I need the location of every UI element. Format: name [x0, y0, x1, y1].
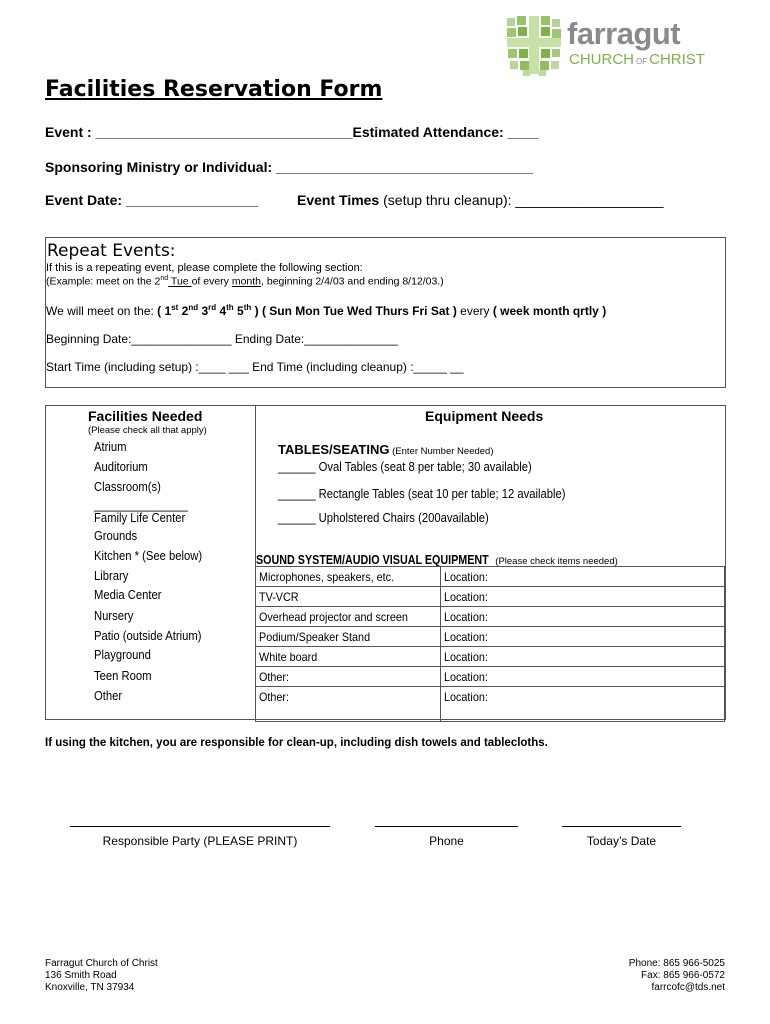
sound-item-label: Overhead projector and screen [259, 609, 408, 624]
kitchen-note: If using the kitchen, you are responsible for clean-up, including dish towels and tablecloths. [45, 737, 548, 749]
sound-item-label: Podium/Speaker Stand [259, 629, 371, 644]
ord-open: ( 1 [157, 304, 172, 318]
table-row [256, 607, 725, 627]
ord-5: th [243, 303, 252, 312]
sound-item-label: Other: [259, 669, 290, 684]
footer-fax: Fax: 865 966-0572 [641, 970, 725, 981]
sound-item-label: TV-VCR [259, 589, 299, 604]
logo-name: farragut [567, 16, 681, 51]
sound-item-label: White board [259, 649, 318, 664]
repeat-example [46, 275, 444, 288]
signature-label-phone: Phone [429, 834, 464, 848]
sound-item[interactable] [256, 687, 441, 722]
table-row [256, 567, 725, 587]
sound-item[interactable] [256, 647, 441, 667]
facility-item-blank[interactable]: _______________ [94, 498, 188, 512]
sound-location-label: Location: [444, 629, 488, 644]
facility-item[interactable]: Other [94, 689, 123, 703]
sound-item[interactable] [256, 627, 441, 647]
facility-item[interactable]: Nursery [94, 609, 134, 623]
sound-item-label: Other: [259, 690, 290, 704]
footer-contact [629, 958, 725, 994]
example-sup: nd [160, 275, 169, 282]
signature-line-date[interactable] [562, 826, 681, 827]
footer-city: Knoxville, TN 37934 [45, 982, 135, 993]
every-word: every [456, 304, 493, 318]
facility-item[interactable]: Grounds [94, 529, 138, 543]
ord-3n: 3 [198, 304, 209, 318]
tables-heading: TABLES/SEATING [278, 442, 390, 457]
ord-2: nd [188, 303, 199, 312]
facility-item[interactable]: Kitchen * (See below) [94, 549, 203, 563]
example-prefix: (Example: meet on the 2 [46, 275, 161, 288]
signature-line-party[interactable] [70, 826, 330, 827]
example-mid: of every [191, 275, 232, 288]
church-logo [505, 14, 720, 76]
footer-street: 136 Smith Road [45, 970, 117, 981]
ord-2n: 2 [178, 304, 189, 318]
facility-item[interactable]: Media Center [94, 588, 162, 602]
facilities-heading: Facilities Needed [88, 408, 203, 424]
oval-tables-field[interactable]: ______ Oval Tables (seat 8 per table; 30 available) [278, 460, 532, 474]
facility-item[interactable]: Patio (outside Atrium) [94, 629, 202, 643]
dates-line[interactable]: Beginning Date:_______________ Ending Date:______________ [46, 332, 398, 346]
table-row [256, 587, 725, 607]
sound-location-label: Location: [444, 609, 488, 624]
sound-location[interactable] [441, 607, 725, 627]
period-options: ( week month qrtly ) [492, 304, 607, 318]
facility-item[interactable]: Playground [94, 648, 151, 662]
ord-5n: 5 [233, 304, 244, 318]
sponsor-line[interactable]: Sponsoring Ministry or Individual: _________________________________ [45, 159, 533, 175]
ord-4: th [226, 303, 234, 312]
facility-item[interactable]: Family Life Center [94, 511, 186, 525]
signature-label-date: Today’s Date [586, 834, 657, 848]
sound-equipment-table [255, 566, 725, 722]
sound-location-label: Location: [444, 649, 488, 664]
event-line[interactable]: Event : _________________________________Estimated Attendance: ____ [45, 124, 539, 140]
example-month: month [231, 275, 262, 288]
footer-address [45, 958, 158, 994]
meet-line[interactable] [46, 303, 606, 318]
facility-item[interactable]: Classroom(s) [94, 480, 161, 494]
ord-1: st [171, 303, 179, 312]
example-end: , beginning 2/4/03 and ending 8/12/03.) [261, 275, 444, 288]
logo-sub-church: CHURCH [569, 51, 634, 68]
equipment-heading: Equipment Needs [425, 408, 544, 424]
sound-location[interactable] [441, 587, 725, 607]
sound-item[interactable] [256, 567, 441, 587]
meet-prefix: We will meet on the: [46, 304, 158, 318]
times-line[interactable]: Start Time (including setup) :____ ___ End Time (including cleanup) :_____ __ [46, 360, 464, 374]
event-date-line[interactable]: Event Date: _________________ [45, 192, 259, 208]
facilities-note: (Please check all that apply) [88, 425, 207, 436]
sound-item-label: Microphones, speakers, etc. [259, 569, 395, 584]
event-times-line[interactable] [297, 192, 663, 208]
table-row [256, 627, 725, 647]
facility-item[interactable]: Atrium [94, 440, 127, 454]
signature-label-party: Responsible Party (PLEASE PRINT) [102, 834, 298, 848]
footer-phone: Phone: 865 966-5025 [628, 958, 725, 969]
sound-note: (Please check items needed) [492, 556, 618, 567]
sound-heading: SOUND SYSTEM/AUDIO VISUAL EQUIPMENT [256, 553, 489, 567]
sound-location[interactable] [441, 627, 725, 647]
sound-location[interactable] [441, 647, 725, 667]
tables-heading-line [278, 441, 494, 459]
table-row [256, 687, 725, 722]
repeat-intro: If this is a repeating event, please complete the following section: [46, 262, 363, 274]
ord-3: rd [208, 303, 217, 312]
repeat-heading: Repeat Events: [47, 241, 176, 261]
page-title: Facilities Reservation Form [45, 77, 383, 102]
sound-location[interactable] [441, 667, 725, 687]
tables-note: (Enter Number Needed) [389, 446, 494, 457]
logo-sub-of: OF [636, 57, 648, 66]
logo-subtitle [569, 51, 705, 68]
sound-location-label: Location: [444, 690, 488, 704]
event-times-label: Event Times [297, 192, 380, 208]
event-times-note: (setup thru cleanup): ___________________ [379, 192, 664, 208]
facility-item[interactable]: Teen Room [94, 669, 152, 683]
facility-item[interactable]: Library [94, 569, 129, 583]
sound-location-label: Location: [444, 669, 488, 684]
upholstered-chairs-field[interactable]: ______ Upholstered Chairs (200available) [278, 511, 489, 525]
table-row [256, 647, 725, 667]
sound-location-label: Location: [444, 589, 488, 604]
footer-org: Farragut Church of Christ [45, 958, 158, 969]
sound-item[interactable] [256, 607, 441, 627]
sound-location[interactable] [441, 567, 725, 587]
footer-email[interactable]: farrcofc@tds.net [651, 982, 725, 993]
table-row [256, 667, 725, 687]
signature-line-phone[interactable] [375, 826, 518, 827]
ord-4n: 4 [216, 304, 227, 318]
rectangle-tables-field[interactable]: ______ Rectangle Tables (seat 10 per table; 12 available) [278, 487, 566, 501]
sound-location-label: Location: [444, 569, 488, 584]
logo-sub-christ: CHRIST [649, 51, 705, 68]
sound-item[interactable] [256, 587, 441, 607]
ord-close: ) ( Sun Mon Tue Wed Thurs Fri Sat ) [251, 304, 457, 318]
sound-item[interactable] [256, 667, 441, 687]
example-tue: Tue [168, 275, 192, 288]
cross-mosaic-icon [505, 14, 563, 76]
sound-location[interactable] [441, 687, 725, 722]
facility-item[interactable]: Auditorium [94, 460, 148, 474]
